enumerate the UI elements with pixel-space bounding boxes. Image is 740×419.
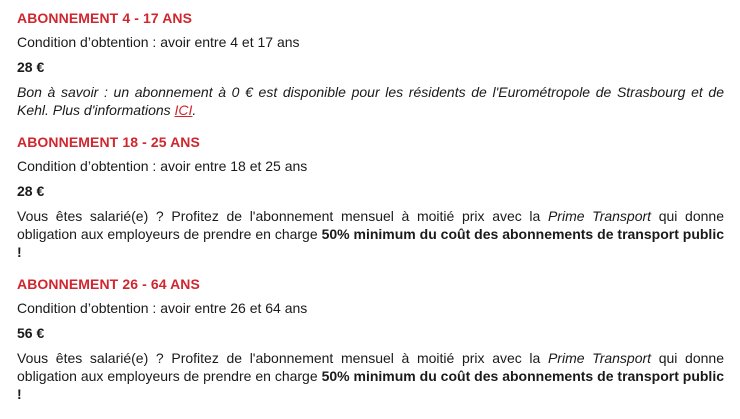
eligibility-condition: Condition d’obtention : avoir entre 26 et 64 ans (17, 300, 308, 316)
info-note-text: Bon à savoir : un abonnement à 0 € est disponible pour les résidents de l'Eurométropole de Strasbourg et de Kehl. Plus d'informations (17, 84, 724, 118)
section-heading: ABONNEMENT 18 - 25 ANS (17, 134, 200, 150)
eligibility-condition: Condition d’obtention : avoir entre 18 et 25 ans (17, 158, 308, 174)
info-note (17, 207, 724, 261)
eligibility-condition: Condition d’obtention : avoir entre 4 et 17 ans (17, 34, 300, 50)
more-info-link[interactable]: ICI (174, 102, 193, 118)
subscription-section-26-64 (17, 276, 724, 403)
section-heading: ABONNEMENT 4 - 17 ANS (17, 10, 193, 26)
info-note-text: Vous êtes salarié(e) ? Profitez de l'abonnement mensuel à moitié prix avec la (17, 350, 548, 366)
info-note (17, 349, 724, 403)
info-note-text-2: qui donne obligation aux employeurs de prendre en charge (17, 208, 724, 242)
section-heading: ABONNEMENT 26 - 64 ANS (17, 276, 200, 292)
subscription-section-18-25 (17, 134, 724, 261)
info-note-text: Vous êtes salarié(e) ? Profitez de l'abonnement mensuel à moitié prix avec la (17, 208, 548, 224)
info-note-bold: 50% minimum du coût des abonnements de transport public ! (17, 226, 725, 260)
prime-transport-text: Prime Transport (547, 350, 652, 366)
info-note-end: . (192, 102, 197, 118)
prime-transport-text: Prime Transport (547, 208, 652, 224)
subscription-section-4-17 (17, 10, 724, 119)
info-note-bold: 50% minimum du coût des abonnements de transport public ! (17, 368, 725, 402)
price: 28 € (17, 183, 45, 199)
info-note (17, 83, 724, 119)
price: 56 € (17, 325, 45, 341)
price: 28 € (17, 59, 45, 75)
info-note-text-2: qui donne obligation aux employeurs de prendre en charge (17, 350, 724, 384)
